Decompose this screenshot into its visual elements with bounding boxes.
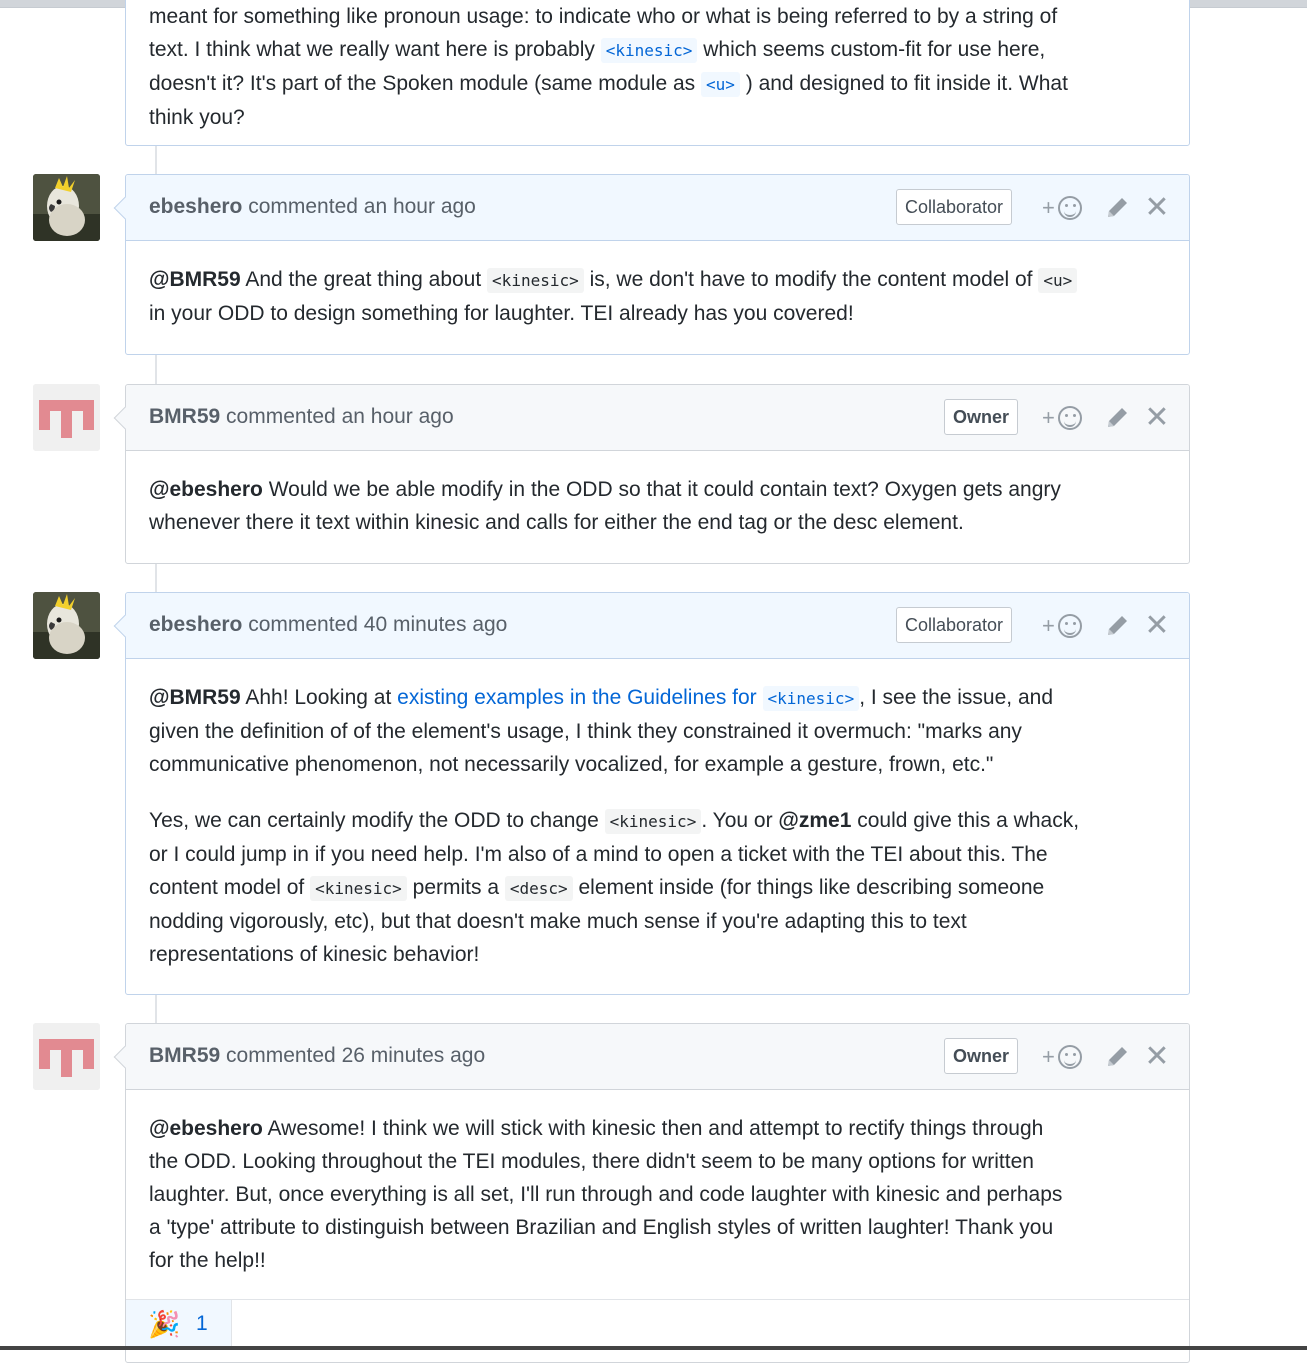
comment-body — [126, 241, 1189, 350]
pencil-icon[interactable] — [1102, 1040, 1130, 1074]
inline-code: <kinesic> — [605, 809, 702, 834]
party-popper-icon: 🎉 — [148, 1309, 181, 1339]
timeline-connector — [155, 995, 157, 1023]
collaborator-badge: Collaborator — [896, 189, 1012, 225]
comment-text: , I see the issue, and — [859, 686, 1053, 709]
mention-link[interactable]: @BMR59 — [149, 686, 241, 709]
close-icon[interactable]: ✕ — [1144, 609, 1170, 642]
collaborator-badge: Collaborator — [896, 607, 1012, 643]
owner-badge: Owner — [944, 1038, 1018, 1074]
comment-previous — [125, 0, 1190, 146]
avatar-ebeshero[interactable] — [33, 592, 100, 659]
close-icon[interactable]: ✕ — [1144, 401, 1170, 434]
comment-body — [126, 451, 1189, 559]
comment-text: And the great thing about — [240, 268, 488, 291]
avatar-ebeshero[interactable] — [33, 174, 100, 241]
comment-timestamp[interactable]: commented an hour ago — [242, 195, 476, 218]
comment-text: communicative phenomenon, not necessarily vocalized, for example a gesture, frown, etc." — [149, 753, 994, 776]
comment-text: representations of kinesic behavior! — [149, 943, 480, 966]
avatar-bmr59[interactable] — [33, 1023, 100, 1090]
comment-caret — [114, 197, 137, 220]
timeline-connector — [155, 355, 157, 385]
comment-text: Awesome! I think we will stick with kinesic then and attempt to rectify things through — [262, 1117, 1044, 1140]
close-icon[interactable]: ✕ — [1144, 191, 1170, 224]
mention-link[interactable]: @BMR59 — [149, 268, 241, 291]
comment-meta — [149, 613, 507, 637]
comment-caret — [114, 407, 137, 430]
add-reaction-icon — [1058, 1045, 1082, 1069]
add-reaction-icon — [1058, 406, 1082, 430]
comment-meta — [149, 1044, 485, 1068]
comment-timestamp[interactable]: commented 26 minutes ago — [220, 1044, 486, 1067]
author-link[interactable]: ebeshero — [149, 613, 243, 636]
comment-caret — [114, 615, 137, 638]
guidelines-link[interactable] — [397, 686, 859, 709]
kinesic-code-link[interactable]: <kinesic> — [763, 686, 860, 711]
comment-text: a 'type' attribute to distinguish between Brazilian and English styles of written laughter! Thank you — [149, 1216, 1054, 1239]
kinesic-code-link[interactable]: <kinesic> — [601, 38, 698, 63]
comment-header — [126, 593, 1189, 659]
comment-text: Yes, we can certainly modify the ODD to change — [149, 809, 605, 832]
cockatoo-avatar-icon — [33, 174, 100, 241]
comment-text: permits a — [406, 876, 505, 899]
comment-text: for the help!! — [149, 1249, 266, 1272]
comment-caret — [114, 1046, 137, 1069]
comment-text: could give this a whack, — [851, 809, 1080, 832]
comment-paragraph — [149, 473, 1166, 539]
window-bottom-edge — [0, 1346, 1307, 1350]
comment-text: the ODD. Looking throughout the TEI modules, there didn't seem to be many options for written — [149, 1150, 1034, 1173]
comment-meta — [149, 195, 476, 219]
comment-body — [126, 659, 1189, 991]
comment-text: ) and designed to fit inside it. What — [739, 72, 1068, 95]
inline-code: <kinesic> — [487, 268, 584, 293]
mention-link[interactable]: @ebeshero — [149, 478, 263, 501]
comment-text: given the definition of of the element's usage, I think they constrained it overmuch: "marks any — [149, 720, 1022, 743]
plus-icon: + — [1042, 613, 1055, 638]
comment-paragraph — [149, 681, 1166, 781]
mention-link[interactable]: @ebeshero — [149, 1117, 263, 1140]
inline-code: <u> — [1038, 268, 1077, 293]
add-reaction-icon — [1058, 614, 1082, 638]
author-link[interactable]: ebeshero — [149, 195, 243, 218]
comment-paragraph — [149, 1112, 1166, 1277]
plus-icon: + — [1042, 195, 1055, 220]
comment-text: laughter. But, once everything is all set, I'll run through and code laughter with kinesic and perhaps — [149, 1183, 1063, 1206]
comment-paragraph — [149, 263, 1166, 330]
comment-header — [126, 385, 1189, 451]
add-reaction-button[interactable] — [1042, 611, 1084, 641]
comment-ebeshero-1 — [125, 174, 1190, 355]
inline-code: <kinesic> — [310, 876, 407, 901]
comment-body — [126, 1090, 1189, 1299]
comment-text: nodding vigorously, etc), but that doesn't make much sense if you're adapting this to text — [149, 910, 967, 933]
avatar-bmr59[interactable] — [33, 384, 100, 451]
owner-badge: Owner — [944, 399, 1018, 435]
plus-icon: + — [1042, 405, 1055, 430]
comment-text: Would we be able modify in the ODD so that it could contain text? Oxygen gets angry — [262, 478, 1061, 501]
add-reaction-button[interactable] — [1042, 403, 1084, 433]
comment-paragraph — [149, 804, 1166, 971]
mention-link[interactable]: @zme1 — [778, 809, 852, 832]
author-link[interactable]: BMR59 — [149, 1044, 221, 1067]
comment-text: which seems custom-fit for use here, — [697, 38, 1046, 61]
reactions-bar — [126, 1299, 1189, 1349]
pencil-icon[interactable] — [1102, 401, 1130, 435]
comment-header — [126, 1024, 1189, 1090]
comment-text: text. I think what we really want here is probably — [149, 38, 601, 61]
reaction-hooray-button[interactable] — [126, 1300, 232, 1350]
comment-text: in your ODD to design something for laughter. TEI already has you covered! — [149, 302, 854, 325]
comment-text: think you? — [149, 106, 245, 129]
comment-text: Ahh! Looking at — [240, 686, 398, 709]
comment-text: . You or — [701, 809, 779, 832]
add-reaction-button[interactable] — [1042, 1042, 1084, 1072]
comment-text: is, we don't have to modify the content model of — [583, 268, 1039, 291]
cockatoo-avatar-icon — [33, 592, 100, 659]
comment-text: doesn't it? It's part of the Spoken module (same module as — [149, 72, 701, 95]
add-reaction-icon — [1058, 196, 1082, 220]
comment-text: whenever there it text within kinesic and calls for either the end tag or the desc element. — [149, 511, 964, 534]
comment-ebeshero-2 — [125, 592, 1190, 995]
reaction-count: 1 — [196, 1312, 208, 1335]
inline-code: <desc> — [505, 876, 573, 901]
add-reaction-button[interactable] — [1042, 193, 1084, 223]
link-text[interactable]: existing examples in the Guidelines for — [397, 686, 763, 709]
plus-icon: + — [1042, 1044, 1055, 1069]
pencil-icon[interactable] — [1102, 609, 1130, 643]
u-code-link[interactable]: <u> — [701, 72, 740, 97]
pencil-icon[interactable] — [1102, 191, 1130, 225]
timeline-connector — [155, 564, 157, 592]
identicon-avatar-icon — [33, 384, 100, 451]
author-link[interactable]: BMR59 — [149, 405, 221, 428]
comment-bmr59-2 — [125, 1023, 1190, 1363]
comment-meta — [149, 405, 454, 429]
comment-text: meant for something like pronoun usage: to indicate who or what is being referred to by a string of — [149, 5, 1058, 28]
comment-header — [126, 175, 1189, 241]
comment-bmr59-1 — [125, 384, 1190, 564]
comment-text: or I could jump in if you need help. I'm also of a mind to open a ticket with the TEI about this. The — [149, 843, 1048, 866]
comment-text: content model of — [149, 876, 311, 899]
comment-timestamp[interactable]: commented 40 minutes ago — [242, 613, 508, 636]
comment-body — [126, 0, 1189, 154]
close-icon[interactable]: ✕ — [1144, 1040, 1170, 1073]
identicon-avatar-icon — [33, 1023, 100, 1090]
comment-text: element inside (for things like describing someone — [572, 876, 1045, 899]
comment-timestamp[interactable]: commented an hour ago — [220, 405, 454, 428]
comment-paragraph — [149, 0, 1166, 134]
